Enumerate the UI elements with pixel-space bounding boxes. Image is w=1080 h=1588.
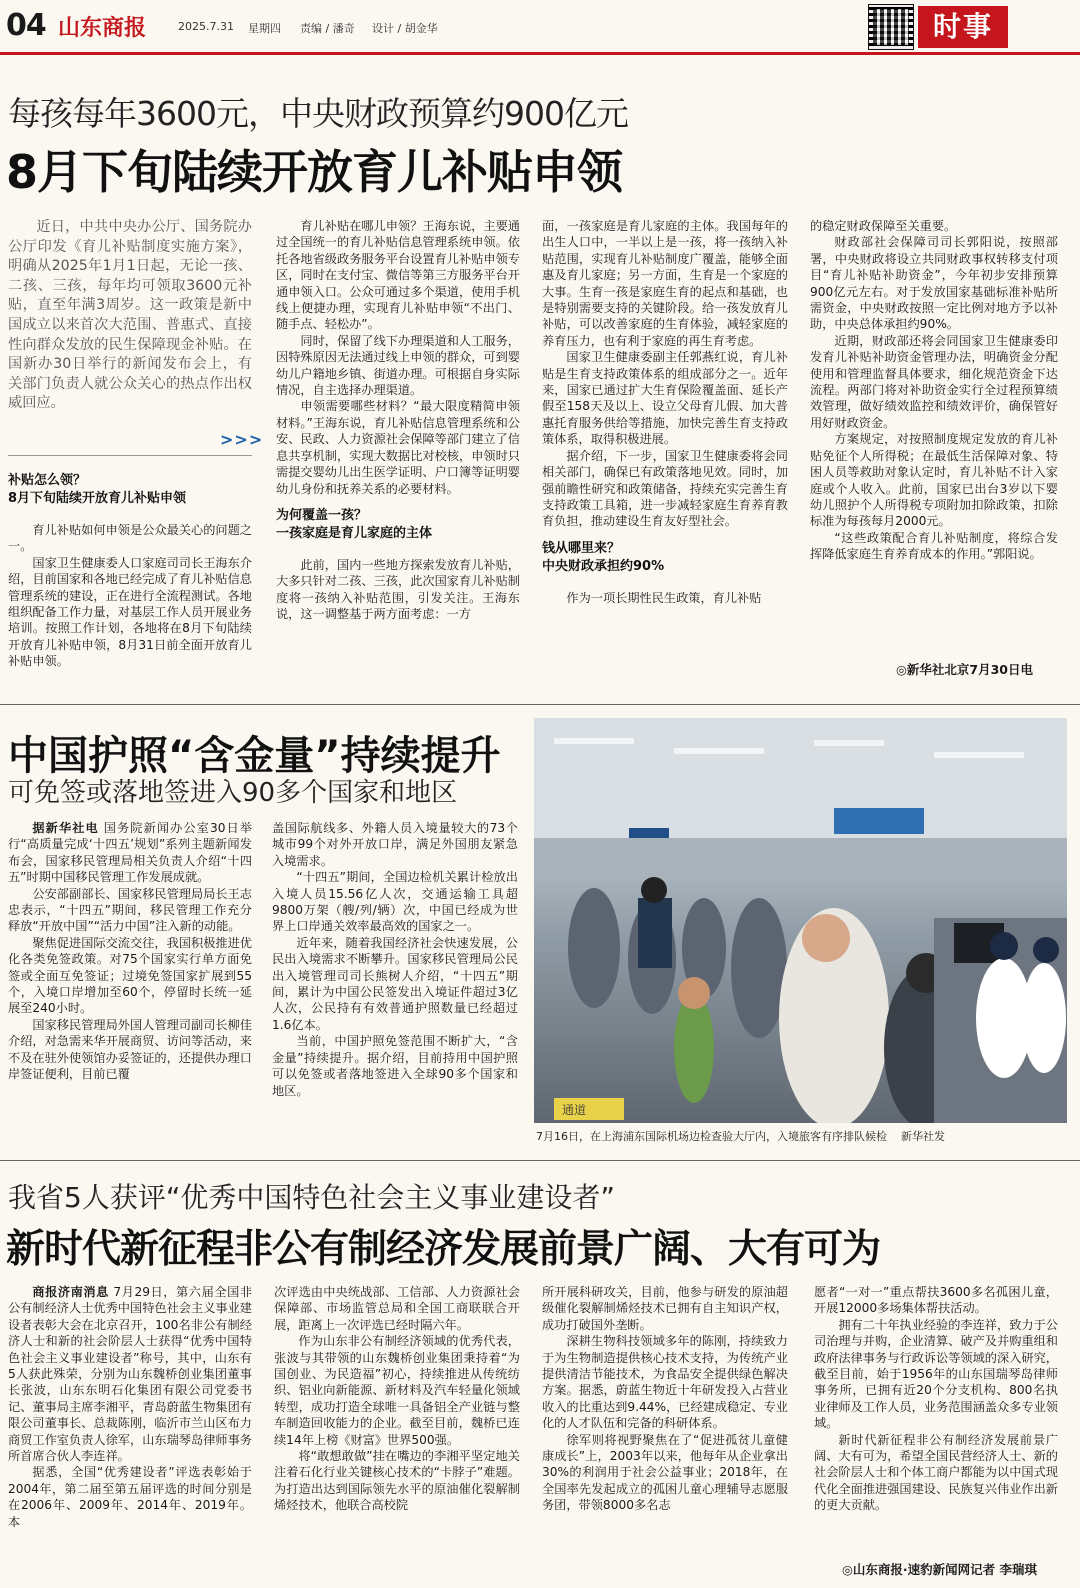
story1-byline: ◎新华社北京7月30日电	[896, 662, 1033, 677]
issue-date: 2025.7.31	[178, 20, 234, 33]
story3-column-4: 愿者“一对一”重点帮扶3600多名孤困儿童，开展12000多场集体帮扶活动。 拥有二十年执业经验的李连祥，致力于公司治理与并购，企业清算、破产及并购重组和政府法律事务与行政诉讼等领域的深入研究，截至目前，始于1956年的山东国瑞琴岛律师事务所，已拥有近20个分支机构、800名执业律师及工作人员，业务范围涵盖众多专业领域。 新时代新征程非公有制经济发展前景广阔、大有可为，希望全国民营经济人士、新的社会阶层人士和个体工商户都能为以中国式现代化全面推进强国建设、民族复兴伟业作出新的更大贡献。	[814, 1285, 1058, 1513]
story2-headline: 中国护照“含金量”持续提升	[8, 733, 501, 779]
story1-column-2: 育儿补贴在哪儿申领？王海东说，主要通过全国统一的育儿补贴信息管理系统申领。依托各地省级政务服务平台设置育儿补贴申领专区，同时在支付宝、微信等第三方服务平台开通申领入口。公众可通过多个渠道，使用手机线上便捷办理，实现育儿补贴申领“不出门、随手点、轻松办”。 同时，保留了线下办理渠道和人工服务，因特殊原因无法通过线上申领的群众，可到婴幼儿户籍地乡镇、街道办理。可根据自身实际情况，自主选择办理渠道。 申领需要哪些材料？“最大限度精简申领材料。”王海东说，育儿补贴信息管理系统和公安、民政、人力资源社会保障等部门建立了信息共享机制，实现大数据比对校核，申领时只需提交婴幼儿出生医学证明、户口簿等证明婴幼儿身份和抚养关系的必要材料。 为何覆盖一孩？ 一孩家庭是育儿家庭的主体 此前，国内一些地方探索发放育儿补贴，大多只针对二孩、三孩，此次国家育儿补贴制度将一孩纳入补贴范围，引发关注。王海东说，这一调整基于两方面考虑：一方	[276, 219, 520, 622]
section-divider	[0, 1160, 1080, 1161]
photo-sign-text: 通道	[562, 1103, 587, 1117]
story1-column-3: 面，一孩家庭是育儿家庭的主体。我国每年的出生人口中，一半以上是一孩，将一孩纳入补贴范围，实现育儿补贴制度广覆盖，能够全面惠及育儿家庭；另一方面，生育是一个家庭的大事。生育一孩是家庭生育的起点和基础，也是特别需要支持的关键阶段。给一孩发放育儿补贴，可以改善家庭的生育体验，减轻家庭的养育压力，也有利于家庭的再生育考虑。 国家卫生健康委副主任郭燕红说，育儿补贴是生育支持政策体系的组成部分之一。近年来，国家已通过扩大生育保险覆盖面、延长产假至158天及以上、设立父母育儿假、加大普惠托育服务供给等措施，加快完善生育支持政策体系，取得积极进展。 据介绍，下一步，国家卫生健康委将会同相关部门，确保已有政策落地见效。同时，加强前瞻性研究和政策储备，持续充实完善生育支持政策工具箱，进一步减轻家庭生育养育教育负担，推动建设生育友好型社会。 钱从哪里来？ 中央财政承担约90% 作为一项长期性民生政策，育儿补贴	[542, 219, 788, 605]
story3-headline: 新时代新征程非公有制经济发展前景广阔、大有可为	[6, 1227, 881, 1272]
story3-column-3: 所开展科研攻关，目前，他参与研发的原油超级催化裂解制烯烃技术已拥有自主知识产权，成功打破国外垄断。 深耕生物科技领域多年的陈刚，持续致力于为生物制造提供核心技术支持，为传统产业提供清洁节能技术，为食品安全提供绿色解决方案。据悉，蔚蓝生物近十年研发投入占营业收入的比重达到9.44%，已经建成稳定、专业化的人才队伍和完备的科研体系。 徐军则将视野聚焦在了“促进孤贫儿童健康成长”上，2003年以来，他每年从企业拿出30%的利润用于社会公益事业；2018年，在全国率先发起成立的孤困儿童心理辅导志愿服务团，带领8000多名志	[542, 1285, 788, 1513]
subhead-funding: 钱从哪里来？ 中央财政承担约90%	[542, 540, 665, 574]
story3-column-2: 次评选由中央统战部、工信部、人力资源社会保障部、市场监管总局和全国工商联联合开展，距离上一次评选已经时隔六年。 作为山东非公有制经济领域的优秀代表，张波与其带领的山东魏桥创业集团秉持着“为国创业、为民造福”初心，持续推进从传统纺织、铝业向新能源、新材料及汽车轻量化领域转型，成功打造全球唯一具备铝全产业链与整车制造回收能力的企业。截至目前，魏桥已连续14年上榜《财富》世界500强。 将“敢想敢做”挂在嘴边的李湘平坚定地关注着石化行业关键核心技术的“卡脖子”难题。为打造出达到国际领先水平的原油催化裂解制烯烃技术，他联合高校院	[274, 1285, 520, 1513]
designer-credit: 设计 / 胡金华	[372, 22, 438, 35]
section-label: 时事	[918, 6, 1008, 48]
story2-column-1: 据新华社电 国务院新闻办公室30日举行“高质量完成‘十四五’规划”系列主题新闻发布会，国家移民管理局相关负责人介绍“十四五”时期中国移民管理工作发展成就。 公安部副部长、国家移民管理局局长王志忠表示，“十四五”期间，移民管理工作充分释放“开放中国”“活力中国”注入新的动能。 聚焦促进国际交流交往，我国积极推进优化各类免签政策。对75个国家实行单方面免签或全面互免签证；过境免签国家扩展到55个，入境口岸增加至60个，停留时长统一延展至240小时。 国家移民管理局外国人管理司副司长柳佳介绍，对急需来华开展商贸、访问等活动，来不及在驻外使领馆办妥签证的，还提供办理口岸签证便利，目前已覆	[8, 821, 253, 1082]
story2-dateline: 据新华社电	[32, 821, 99, 835]
continue-arrows-icon: >>>	[220, 430, 264, 449]
photo-credit: 新华社发	[901, 1130, 945, 1143]
photo-illustration	[534, 718, 1067, 1123]
divider	[8, 455, 252, 456]
newspaper-name: 山东商报	[58, 16, 147, 41]
issue-weekday: 星期四	[248, 22, 281, 35]
section-divider	[0, 704, 1080, 705]
page-number: 04	[6, 8, 46, 43]
story3-column-1: 商报济南消息 7月29日，第六届全国非公有制经济人士优秀中国特色社会主义事业建设者表彰大会在北京召开，100名非公有制经济人士和新的社会阶层人士获得“优秀中国特色社会主义事业建设者”称号，其中，山东有5人获此殊荣，分别为山东魏桥创业集团董事长张波，山东东明石化集团有限公司党委书记、董事局主席李湘平，青岛蔚蓝生物集团有限公司董事长、总裁陈刚，临沂市兰山区布力商贸工作室负责人徐军，山东瑞琴岛律师事务所首席合伙人李连祥。 据悉，全国“优秀建设者”评选表彰始于2004年，第二届至第五届评选的时间分别是在2006年、2009年、2014年、2019年。本	[8, 1285, 253, 1529]
editor-credit: 责编 / 潘奇	[300, 22, 355, 35]
qr-code-icon[interactable]	[868, 4, 914, 50]
story2-column-2: 盖国际航线多、外籍人员入境量较大的73个城市99个对外开放口岸，满足外国朋友紧急入境需求。 “十四五”期间，全国边检机关累计检放出入境人员15.56亿人次，交通运输工具超9800万架（艘/列/辆）次，中国已经成为世界上口岸通关效率最高效的国家之一。 近年来，随着我国经济社会快速发展，公民出入境需求不断攀升。国家移民管理局公民出入境管理司司长熊树人介绍，“十四五”期间，累计为中国公民签发出入境证件超过3亿人次，公民持有有效普通护照数量已经超过1.6亿本。 当前，中国护照免签范围不断扩大，“含金量”持续提升。据介绍，目前持用中国护照可以免签或者落地签进入全球90多个国家和地区。	[272, 821, 518, 1098]
story1-kicker: 每孩每年3600元，中央财政预算约900亿元	[8, 94, 628, 133]
airport-border-photo[interactable]	[534, 718, 1067, 1123]
masthead-rule	[0, 52, 1080, 55]
subhead-how-to-apply: 补贴怎么领？ 8月下旬陆续开放育儿补贴申领	[8, 473, 187, 506]
story1-lead: 近日，中共中央办公厅、国务院办公厅印发《育儿补贴制度实施方案》，明确从2025年1月1日起，无论一孩、二孩、三孩，每年均可领取3600元补贴，直至年满3周岁。这一政策是新中国成立以来首次大范围、普惠式、直接性向群众发放的民生保障现金补贴。在国新办30日举行的新闻发布会上，有关部门负责人就公众关心的热点作出权威回应。	[8, 219, 252, 412]
story1-column-1: 补贴怎么领？ 8月下旬陆续开放育儿补贴申领 育儿补贴如何申领是公众最关心的问题之一。 国家卫生健康委人口家庭司司长王海东介绍，目前国家和各地已经完成了育儿补贴信息管理系统的建设，正在进行全流程测试。各地组织配备工作力量，对基层工作人员开展业务培训。按照工作计划，各地将在8月下旬陆续开放育儿补贴申领，8月31日前全面开放育儿补贴申领。	[8, 473, 252, 669]
story3-byline: ◎山东商报·速豹新闻网记者 李瑞琪	[842, 1562, 1038, 1577]
subhead-why-first-child: 为何覆盖一孩？ 一孩家庭是育儿家庭的主体	[276, 507, 433, 541]
story3-dateline: 商报济南消息	[32, 1285, 109, 1299]
story3-kicker: 我省5人获评“优秀中国特色社会主义事业建设者”	[8, 1181, 615, 1214]
story1-headline: 8月下旬陆续开放育儿补贴申领	[6, 145, 623, 199]
story2-subhead: 可免签或落地签进入90多个国家和地区	[8, 778, 458, 808]
story1-column-4: 的稳定财政保障至关重要。 财政部社会保障司司长郭阳说，按照部署，中央财政将设立共同财政事权转移支付项目“育儿补贴补助资金”，今年初步安排预算900亿元左右。对于发放国家基础标准补贴所需资金，中央财政按照一定比例对地方予以补助，中央总体承担约90%。 近期，财政部还将会同国家卫生健康委印发育儿补贴补助资金管理办法，明确资金分配使用和管理监督具体要求，细化规范资金下达流程。两部门将对补助资金实行全过程预算绩效管理，做好绩效监控和绩效评价，确保管好用好财政资金。 方案规定，对按照制度规定发放的育儿补贴免征个人所得税；在最低生活保障对象、特困人员等救助对象认定时，育儿补贴不计入家庭或个人收入。此前，国家已出台3岁以下婴幼儿照护个人所得税专项附加扣除政策，扣除标准为每孩每月2000元。 “这些政策配合育儿补贴制度，将综合发挥降低家庭生育养育成本的作用。”郭阳说。	[810, 219, 1058, 562]
photo-caption: 7月16日，在上海浦东国际机场边检查验大厅内，入境旅客有序排队候检 新华社发	[536, 1130, 945, 1143]
